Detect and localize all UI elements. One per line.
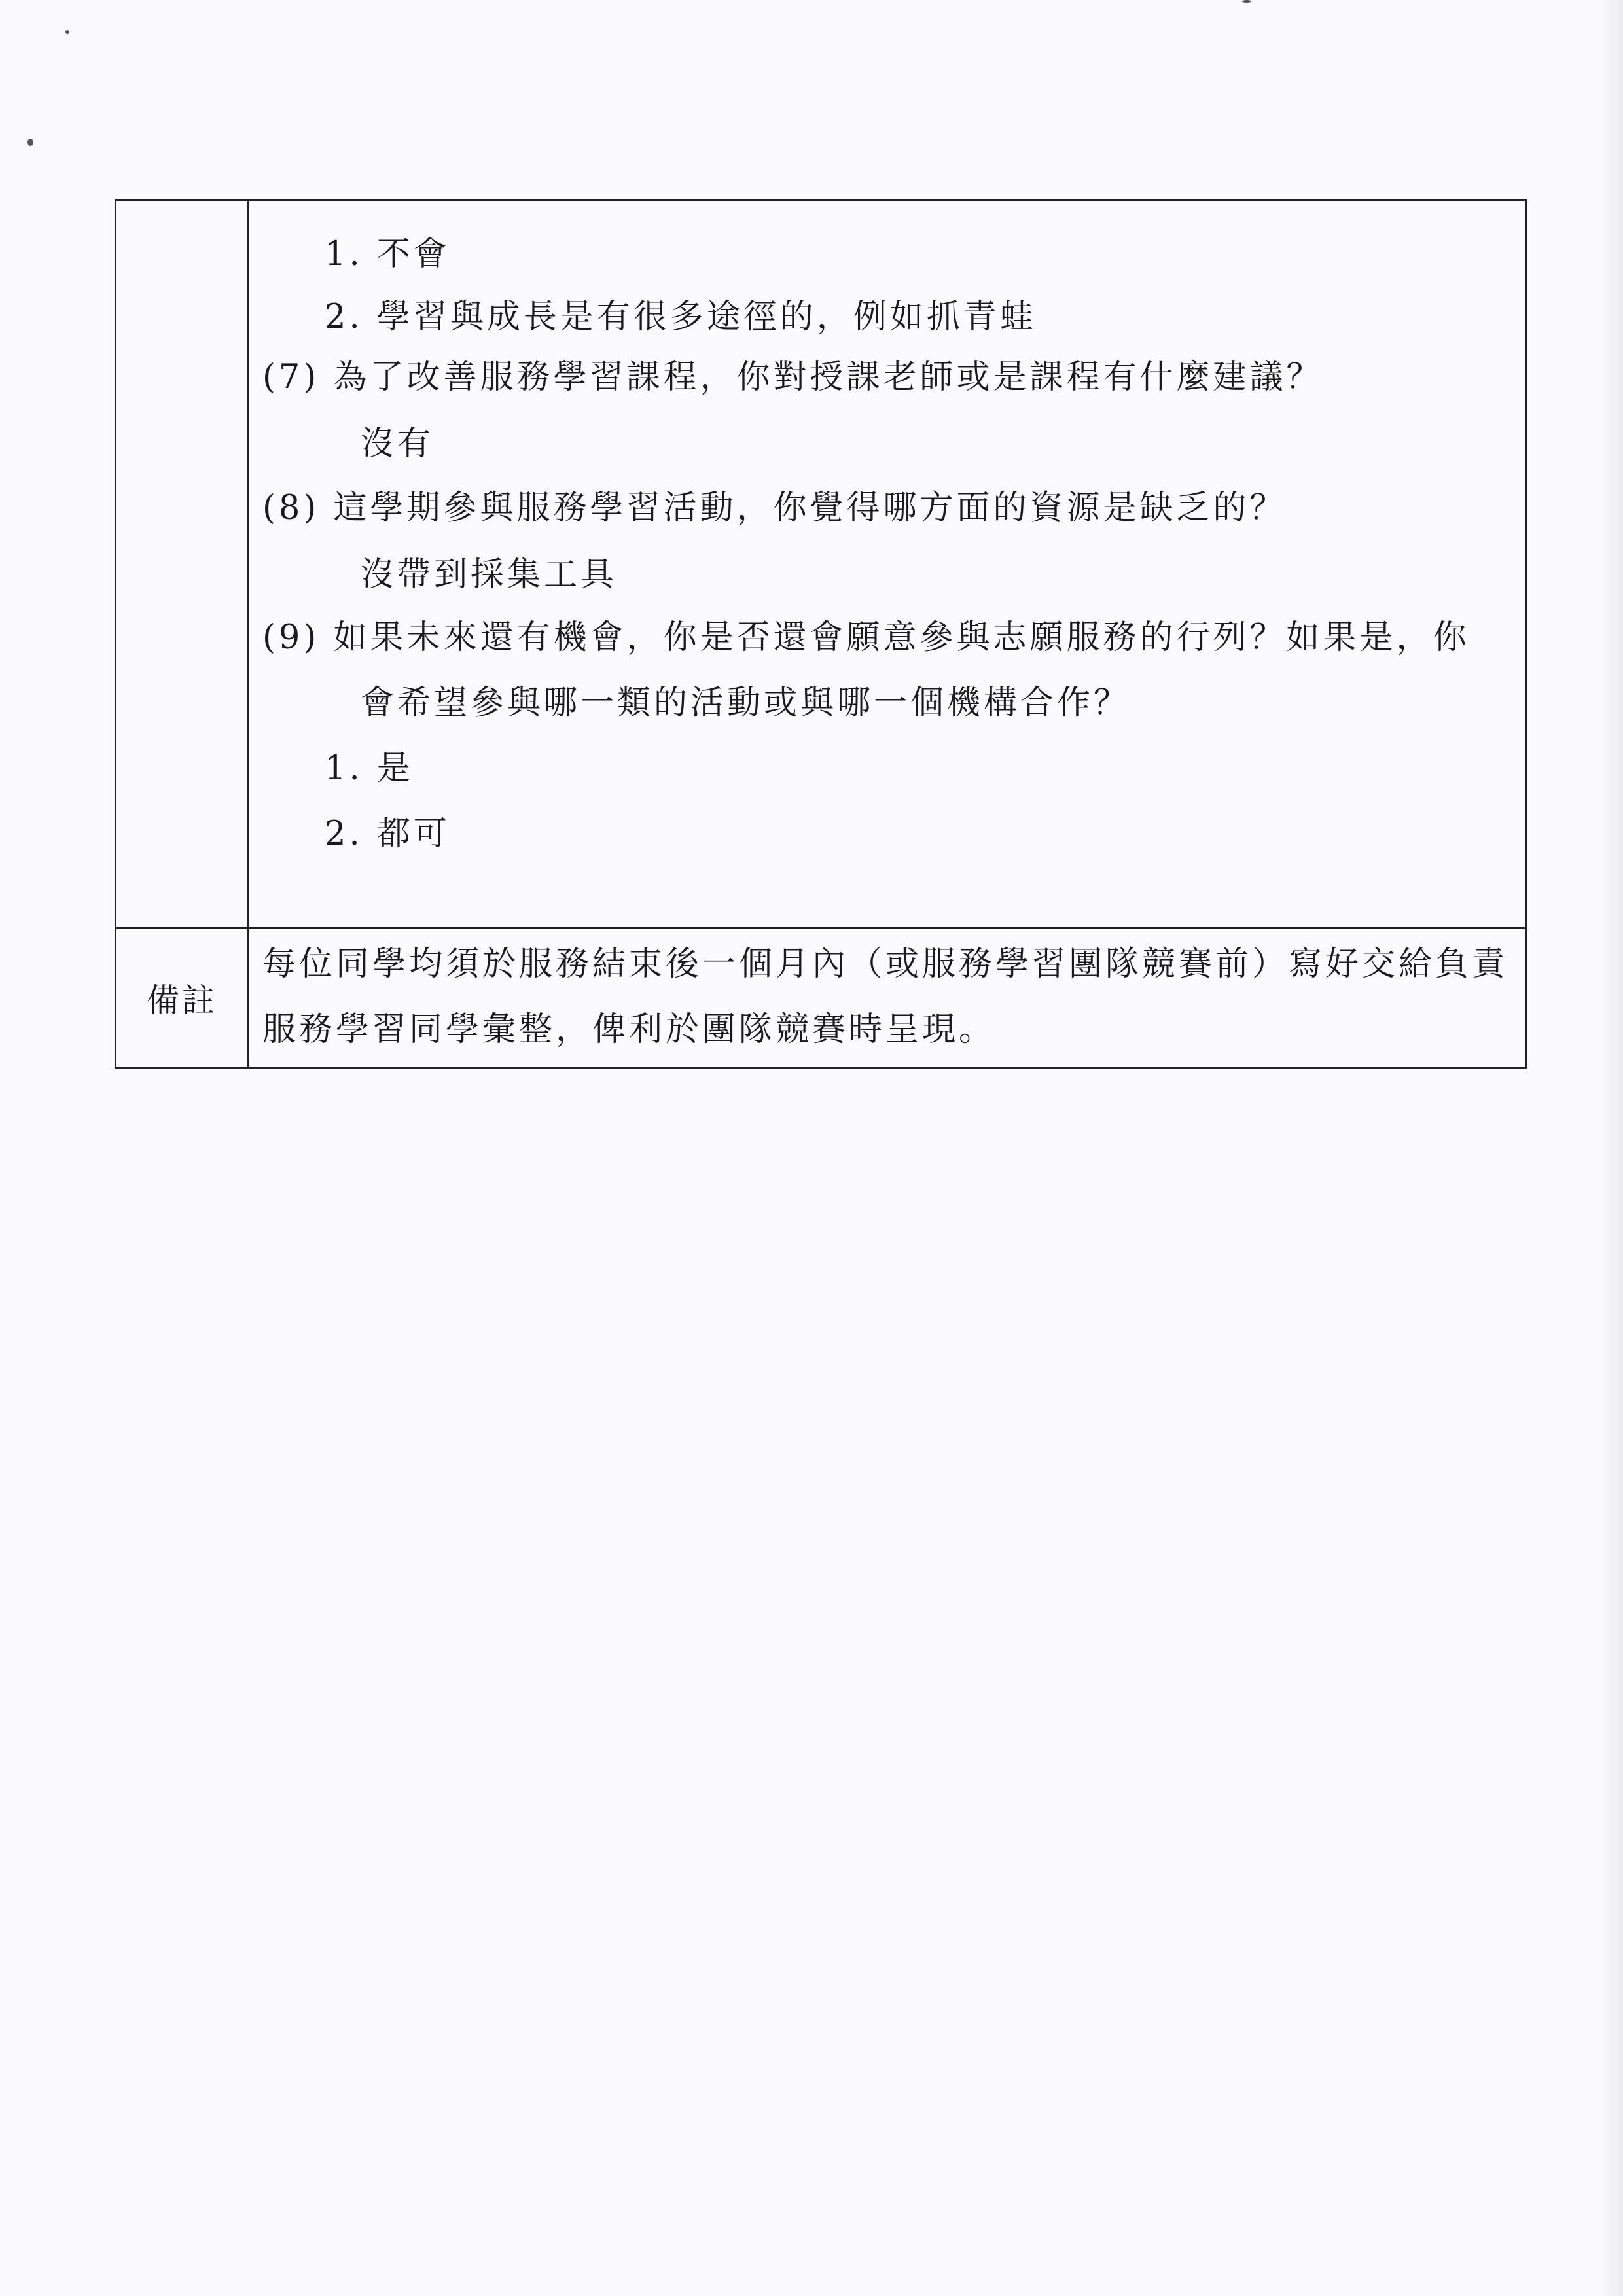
- scan-speck: [1242, 0, 1251, 3]
- answer-9-1: 1. 是: [325, 749, 414, 788]
- note-cell: [249, 928, 1526, 1068]
- answers-content: [249, 201, 1525, 927]
- answer-8: 沒帶到採集工具: [361, 556, 618, 594]
- scan-page-edge: [1598, 0, 1623, 2296]
- form-table: [115, 199, 1527, 1069]
- question-9-line-2: 會希望參與哪一類的活動或與哪一個機構合作？: [361, 684, 1131, 722]
- note-row: [116, 928, 1526, 1068]
- question-8: (8) 這學期參與服務學習活動，你覺得哪方面的資源是缺乏的？: [262, 489, 1287, 527]
- empty-label-cell: [116, 200, 249, 928]
- scan-speck: [27, 139, 33, 146]
- question-9-line-1: (9) 如果未來還有機會，你是否還會願意參與志願服務的行列？如果是，你: [262, 618, 1470, 657]
- scan-speck: [65, 30, 69, 34]
- answer-line-1: 1. 不會: [325, 235, 450, 274]
- answers-cell: [249, 200, 1526, 928]
- answer-line-2: 2. 學習與成長是有很多途徑的，例如抓青蛙: [325, 298, 1037, 336]
- question-7: (7) 為了改善服務學習課程，你對授課老師或是課程有什麼建議？: [262, 358, 1323, 397]
- answer-9-2: 2. 都可: [325, 815, 450, 853]
- answer-7: 沒有: [361, 425, 435, 463]
- note-text: 每位同學均須於服務結束後一個月內（或服務學習團隊競賽前）寫好交給負責服務學習同學彙整，俾利於團隊競賽時呈現。: [262, 945, 1509, 1049]
- note-label: 備註: [116, 928, 249, 1068]
- answers-row: [116, 200, 1526, 928]
